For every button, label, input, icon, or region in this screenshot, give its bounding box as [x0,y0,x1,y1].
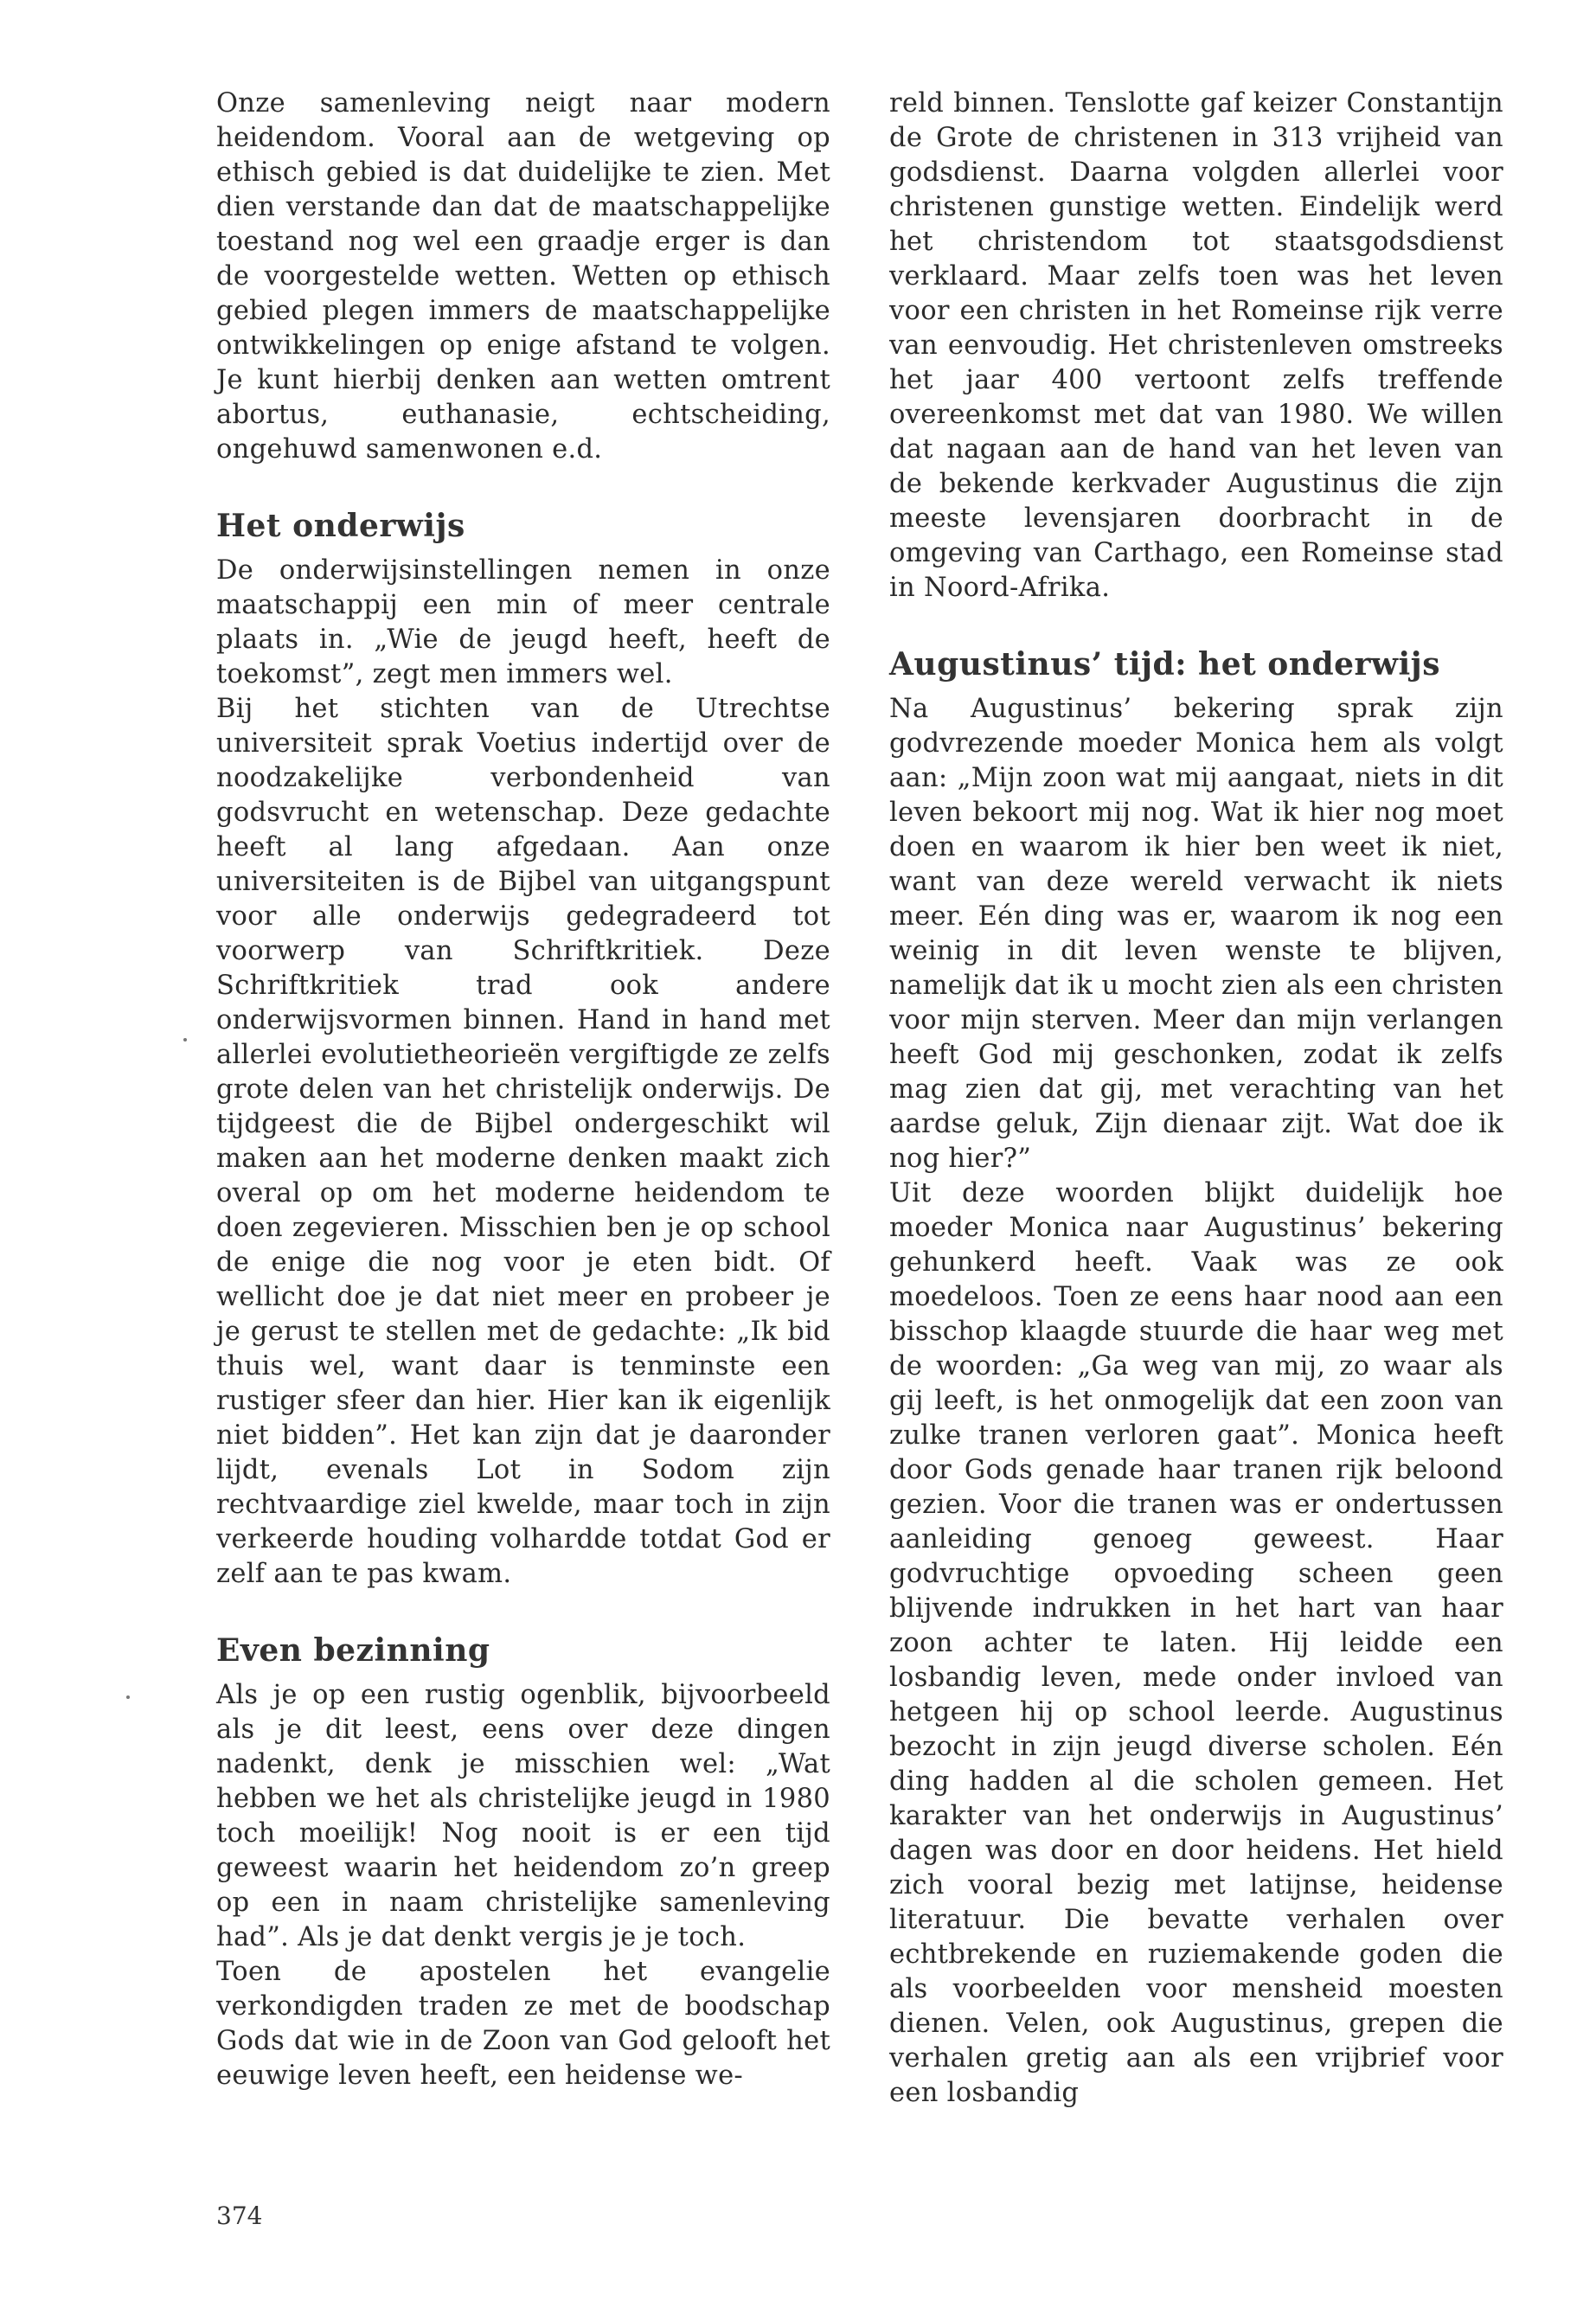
scan-speck [183,1038,187,1042]
section-heading-onderwijs: Het onderwijs [216,508,465,544]
scan-speck [126,1695,130,1699]
onderwijs-paragraph-1: De onderwijsinstellingen nemen in onze maatschappij een min of meer centrale plaats in. „Wie de jeugd heeft, heeft de toekomst”, zegt men immers wel. [216,555,830,689]
section-heading-bezinning: Even bezinning [216,1632,490,1669]
augustinus-paragraph-1: Na Augustinus’ bekering sprak zijn godvrezende moeder Monica hem als volgt aan: „Mijn zoon wat mij aangaat, niets in dit leven bekoort mij nog. Wat ik hier nog moet doen en waarom ik hier ben weet ik niet, want van deze wereld verwacht ik niets meer. Eén ding was er, waarom ik nog een weinig in dit leven wenste te blijven, namelijk dat ik u mocht zien als een christen voor mijn sterven. Meer dan mijn verlangen heeft God mij geschonken, zodat ik zelfs mag zien dat gij, met verachting van het aardse geluk, Zijn dienaar zijt. Wat doe ik nog hier?” [889,694,1503,1174]
intro-paragraph: Onze samenleving neigt naar modern heidendom. Vooral aan de wetgeving op ethisch gebied is dat duidelijke te zien. Met dien verstande dan dat de maatschappelijke toestand nog wel een graadje erger is dan de voorgestelde wetten. Wetten op ethisch gebied plegen immers de maatschappelijke ontwikkelingen op enige afstand te volgen. Je kunt hierbij denken aan wetten omtrent abortus, euthanasie, echtscheiding, ongehuwd samenwonen e.d. [216,88,830,465]
left-column [216,87,830,2093]
right-column [889,87,1503,2111]
left-column-text [216,87,830,2093]
bezinning-paragraph-2: Toen de apostelen het evangelie verkondigden traden ze met de boodschap Gods dat wie in de Zoon van God gelooft het eeuwige leven heeft, een heidense we- [216,1957,830,2091]
right-column-text [889,87,1503,2111]
augustinus-paragraph-2: Uit deze woorden blijkt duidelijk hoe moeder Monica naar Augustinus’ bekering gehunkerd heeft. Vaak was ze ook moedeloos. Toen ze eens haar nood aan een bisschop klaagde stuurde die haar weg met de woorden: „Ga weg van mij, zo waar als gij leeft, is het onmogelijk dat een zoon van zulke tranen verloren gaat”. Monica heeft door Gods genade haar tranen rijk beloond gezien. Voor die tranen was er ondertussen aanleiding genoeg geweest. Haar godvruchtige opvoeding scheen geen blijvende indrukken in het hart van haar zoon achter te laten. Hij leidde een losbandig leven, mede onder invloed van hetgeen hij op school leerde. Augustinus bezocht in zijn jeugd diverse scholen. Eén ding hadden al die scholen gemeen. Het karakter van het onderwijs in Augustinus’ dagen was door en door heidens. Het hield zich vooral bezig met latijnse, heidense literatuur. Die bevatte verhalen over echtbrekende en ruziemakende goden die als voorbeelden voor mensheid moesten dienen. Velen, ook Augustinus, grepen die verhalen gretig aan als een vrijbrief voor een losbandig [889,1178,1503,2108]
page-number: 374 [216,2202,263,2230]
bezinning-paragraph-1: Als je op een rustig ogenblik, bijvoorbeeld als je dit leest, eens over deze dingen nadenkt, denk je misschien wel: „Wat hebben we het als christelijke jeugd in 1980 toch moeilijk! Nog nooit is er een tijd geweest waarin het heidendom zo’n greep op een in naam christelijke samenleving had”. Als je dat denkt vergis je je toch. [216,1680,830,1952]
onderwijs-paragraph-2: Bij het stichten van de Utrechtse universiteit sprak Voetius indertijd over de noodzakelijke verbondenheid van godsvrucht en wetenschap. Deze gedachte heeft al lang afgedaan. Aan onze universiteiten is de Bijbel van uitgangspunt voor alle onderwijs gedegradeerd tot voorwerp van Schriftkritiek. Deze Schriftkritiek trad ook andere onderwijsvormen binnen. Hand in hand met allerlei evolutietheorieën vergiftigde ze zelfs grote delen van het christelijk onderwijs. De tijdgeest die de Bijbel ondergeschikt wil maken aan het moderne denken maakt zich overal op om het moderne heidendom te doen zegevieren. Misschien ben je op school de enige die nog voor je eten bidt. Of wellicht doe je dat niet meer en probeer je je gerust te stellen met de gedachte: „Ik bid thuis wel, want daar is tenminste een rustiger sfeer dan hier. Hier kan ik eigenlijk niet bidden”. Het kan zijn dat je daaronder lijdt, evenals Lot in Sodom zijn rechtvaardige ziel kwelde, maar toch in zijn verkeerde houding volhardde totdat God er zelf aan te pas kwam. [216,694,830,1589]
continuation-paragraph: reld binnen. Tenslotte gaf keizer Constantijn de Grote de christenen in 313 vrijheid van godsdienst. Daarna volgden allerlei voor christenen gunstige wetten. Eindelijk werd het christendom tot staatsgodsdienst verklaard. Maar zelfs toen was het leven voor een christen in het Romeinse rijk verre van eenvoudig. Het christenleven omstreeks het jaar 400 vertoont zelfs treffende overeenkomst met dat van 1980. We willen dat nagaan aan de hand van het leven van de bekende kerkvader Augustinus die zijn meeste levensjaren doorbracht in de omgeving van Carthago, een Romeinse stad in Noord-Afrika. [889,88,1503,603]
section-heading-augustinus: Augustinus’ tijd: het onderwijs [889,646,1440,683]
